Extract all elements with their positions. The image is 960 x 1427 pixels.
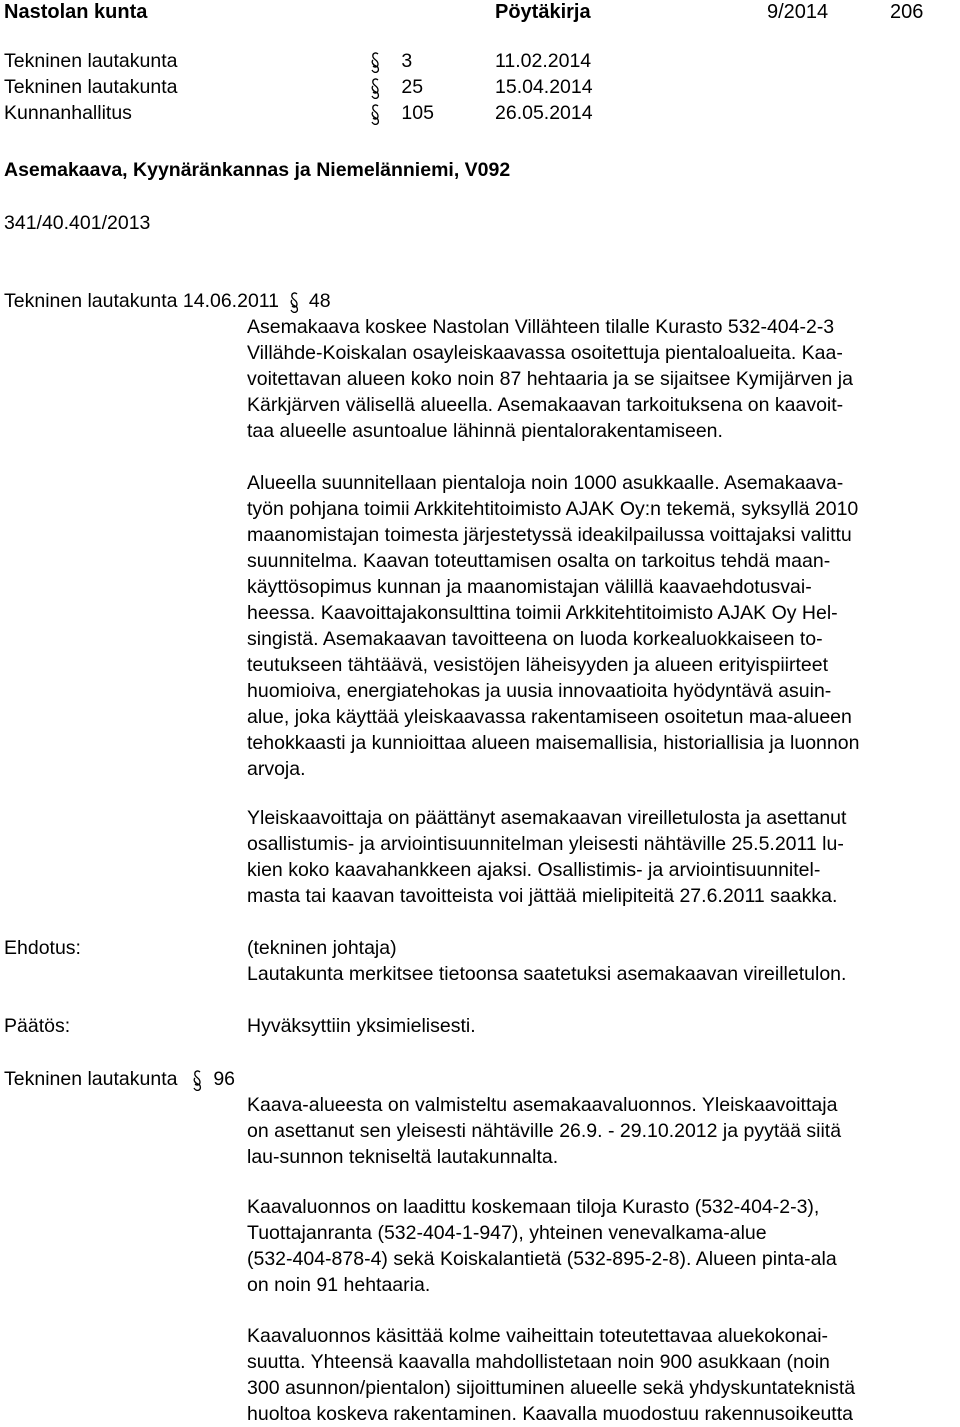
municipality-name: Nastolan kunta — [4, 1, 148, 23]
text-line: singistä. Asemakaavan tavoitteena on luoda korkealuokkaiseen to- — [247, 628, 823, 650]
text-line: Asemakaava koskee Nastolan Villähteen tilalle Kurasto 532-404-2-3 — [247, 316, 835, 338]
text-line: alue, joka käyttää yleiskaavassa rakentamiseen osoitetun maa-alueen — [247, 706, 852, 728]
paragraph — [247, 1092, 960, 1170]
section-sign-icon — [371, 77, 380, 99]
text-line: Kaava-alueesta on valmisteltu asemakaavaluonnos. Yleiskaavoittaja — [247, 1094, 838, 1116]
section-sign-icon — [371, 51, 380, 73]
meeting-date: 15.04.2014 — [495, 76, 593, 98]
section-sign-icon — [193, 1069, 202, 1091]
second-meeting-section: 96 — [213, 1068, 236, 1090]
paragraph — [247, 805, 960, 909]
text-line: lau-sunnon tekniseltä lautakunnalta. — [247, 1146, 559, 1168]
text-line: suutta. Yhteensä kaavalla mahdollistetaan noin 900 asukkaan (noin — [247, 1351, 830, 1373]
decision-label: Päätös: — [4, 1015, 71, 1037]
proposal-author: (tekninen johtaja) — [247, 937, 397, 959]
text-line: maanomistajan toimesta järjestetyssä ideakilpailussa voittajaksi valittu — [247, 524, 852, 546]
text-line: voitettavan alueen koko noin 87 hehtaaria ja se sijaitsee Kymijärven ja — [247, 368, 853, 390]
meeting-section-number: 105 — [401, 102, 434, 124]
text-line: käyttösopimus kunnan ja maanomistajan välillä kaavaehdotusvai- — [247, 576, 812, 598]
text-line: (532-404-878-4) sekä Koiskalantietä (532-895-2-8). Alueen pinta-ala — [247, 1248, 837, 1270]
text-line: Alueella suunnitellaan pientaloja noin 1000 asukkaalle. Asemakaava- — [247, 472, 844, 494]
text-line: Yleiskaavoittaja on päättänyt asemakaavan vireilletulosta ja asettanut — [247, 807, 847, 829]
first-meeting-section: 48 — [308, 290, 331, 312]
paragraph — [247, 1194, 960, 1298]
meeting-section-number: 25 — [401, 76, 424, 98]
decision-text: Hyväksyttiin yksimielisesti. — [247, 1015, 476, 1037]
meeting-section — [371, 100, 434, 126]
text-line: Villähde-Koiskalan osayleiskaavassa osoitettuja pientaloalueita. Kaa- — [247, 342, 843, 364]
text-line: 300 asunnon/pientalon) sijoittuminen alueelle sekä yhdyskuntateknistä — [247, 1377, 856, 1399]
text-line: osallistumis- ja arviointisuunnitelman yleisesti nähtäville 25.5.2011 lu- — [247, 833, 844, 855]
meeting-body: Kunnanhallitus — [4, 102, 132, 124]
meeting-body: Tekninen lautakunta — [4, 50, 178, 72]
text-line: heessa. Kaavoittajakonsulttina toimii Arkkitehtitoimisto AJAK Oy Hel- — [247, 602, 838, 624]
text-line: huoltoa koskeva rakentaminen. Kaavalla muodostuu rakennusoikeutta — [247, 1403, 853, 1425]
text-line: Kaavaluonnos on laadittu koskemaan tiloja Kurasto (532-404-2-3), — [247, 1196, 820, 1218]
meeting-date: 26.05.2014 — [495, 102, 593, 124]
paragraph — [247, 314, 960, 444]
text-line: teutukseen tähtäävä, vesistöjen läheisyyden ja alueen erityispiirteet — [247, 654, 829, 676]
record-number: 341/40.401/2013 — [4, 212, 151, 234]
text-line: tehokkaasti ja kunnioittaa alueen maisemallisia, historiallisia ja luonnon — [247, 732, 860, 754]
agenda-title: Asemakaava, Kyynäränkannas ja Niemelänniemi, V092 — [4, 159, 511, 181]
section-sign-icon — [371, 103, 380, 125]
section-sign-icon — [290, 291, 299, 313]
text-line: on noin 91 hehtaaria. — [247, 1274, 431, 1296]
meeting-section — [371, 74, 423, 100]
text-line: Kaavaluonnos käsittää kolme vaiheittain toteutettavaa aluekokonai- — [247, 1325, 829, 1347]
text-line: Tuottajanranta (532-404-1-947), yhteinen venevalkama-alue — [247, 1222, 767, 1244]
document-type: Pöytäkirja — [495, 1, 591, 23]
meeting-date: 11.02.2014 — [495, 50, 592, 72]
proposal-block — [247, 935, 960, 987]
text-line: masta tai kaavan tavoitteista voi jättää mielipiteitä 27.6.2011 saakka. — [247, 885, 838, 907]
text-line: suunnitelma. Kaavan toteuttamisen osalta on tarkoitus tehdä maan- — [247, 550, 831, 572]
proposal-text: Lautakunta merkitsee tietoonsa saatetuksi asemakaavan vireilletulon. — [247, 963, 847, 985]
paragraph — [247, 470, 960, 782]
first-meeting-label: Tekninen lautakunta 14.06.2011 — [4, 290, 280, 312]
text-line: on asettanut sen yleisesti nähtäville 26.9. - 29.10.2012 ja pyytää siitä — [247, 1120, 842, 1142]
text-line: taa alueelle asuntoalue lähinnä pientalorakentamiseen. — [247, 420, 723, 442]
issue-number: 9/2014 — [767, 1, 829, 23]
page-number: 206 — [890, 1, 924, 23]
paragraph — [247, 1323, 960, 1427]
text-line: Kärkjärven välisellä alueella. Asemakaavan tarkoituksena on kaavoit- — [247, 394, 844, 416]
meeting-section — [371, 48, 412, 74]
meeting-body: Tekninen lautakunta — [4, 76, 178, 98]
second-meeting-label: Tekninen lautakunta — [4, 1068, 178, 1090]
second-meeting-heading — [4, 1066, 235, 1092]
meeting-section-number: 3 — [401, 50, 413, 72]
proposal-label: Ehdotus: — [4, 937, 81, 959]
text-line: kien koko kaavahankkeen ajaksi. Osallistimis- ja arviointisuunnitel- — [247, 859, 821, 881]
text-line: huomioiva, energiatehokas ja uusia innovaatioita hyödyntävä asuin- — [247, 680, 832, 702]
text-line: työn pohjana toimii Arkkitehtitoimisto AJAK Oy:n tekemä, syksyllä 2010 — [247, 498, 859, 520]
first-meeting-heading — [4, 288, 331, 314]
text-line: arvoja. — [247, 758, 306, 780]
